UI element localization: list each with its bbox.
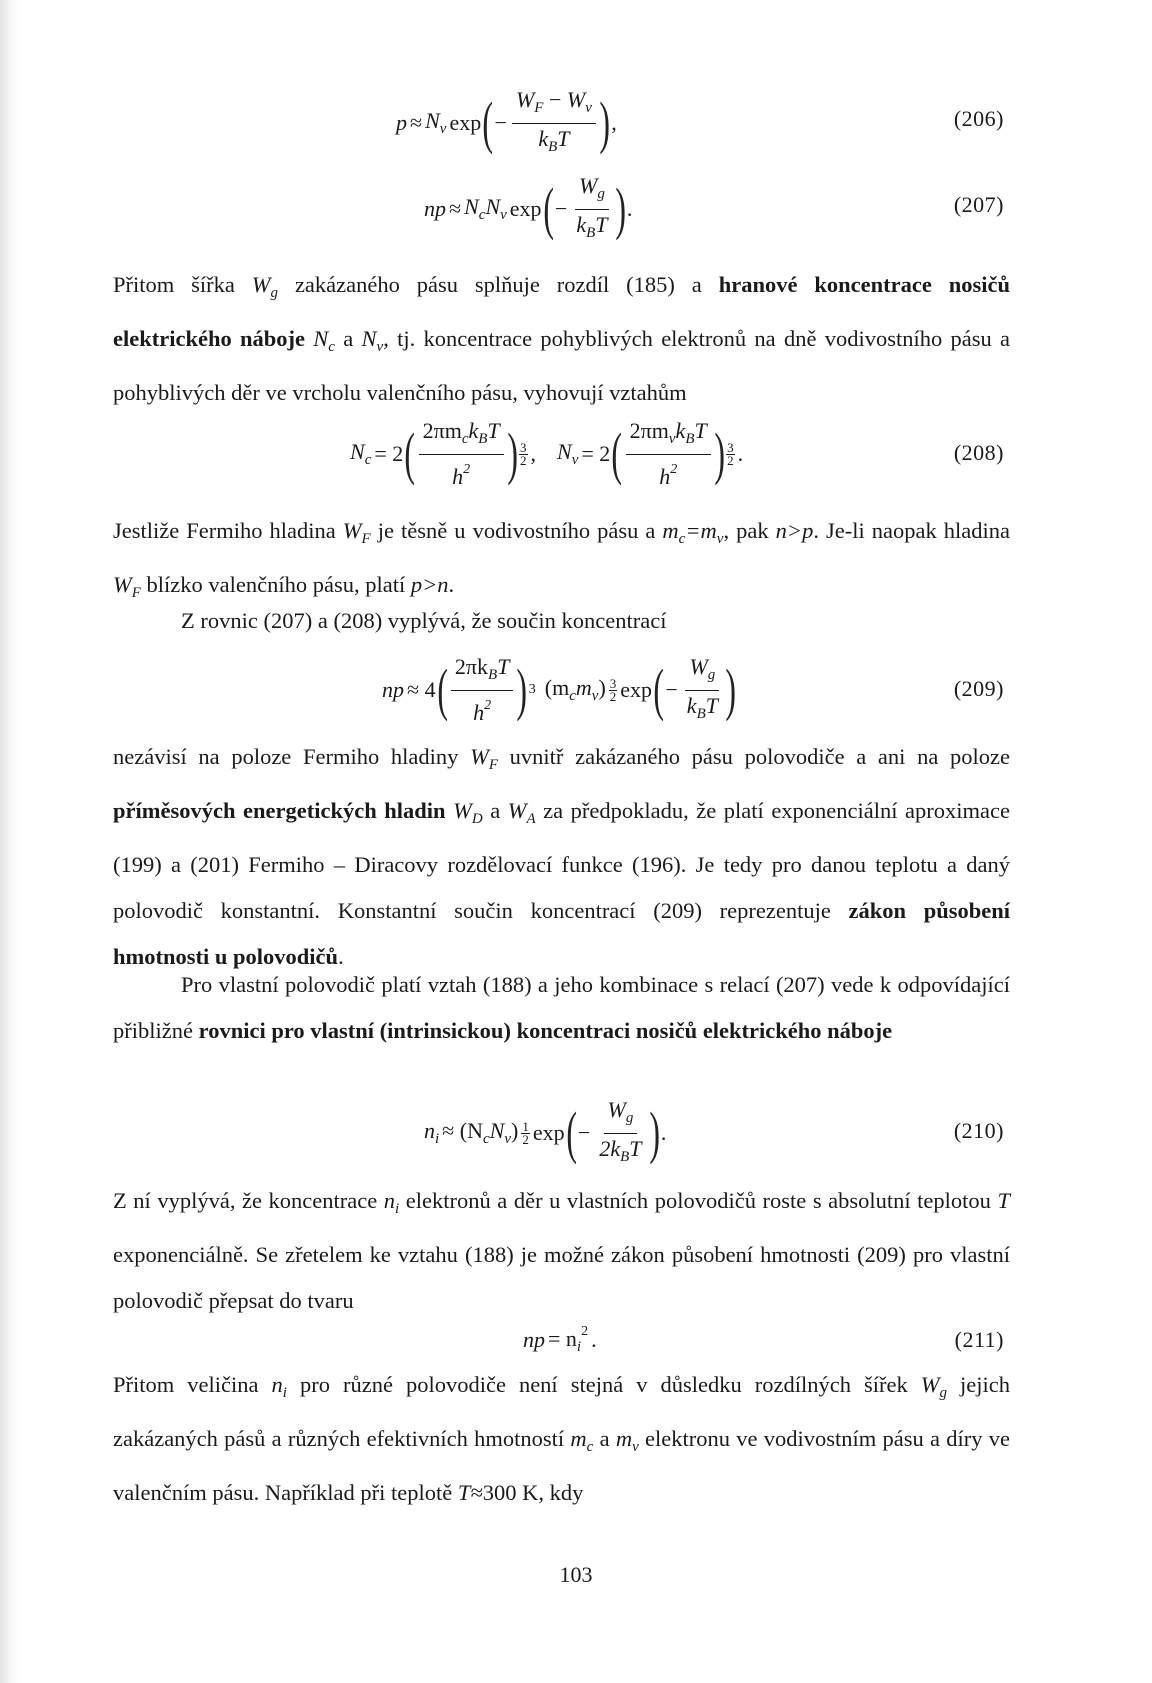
eq208-paren-a-open: ( — [404, 421, 416, 486]
eq207-minus: − — [554, 196, 568, 221]
eq208-fraction-a: $\frac{2\pi m_ck_BT}{h^2}$ — [419, 418, 504, 490]
paragraph-4: nezávisí na poloze Fermiho hladiny $W_F$ uvnitř zakázaného pásu polovodiče a ani na poloze příměsových energetických hladin $W_D$ a $W_A$ za předpokladu, že platí exponenciální aproximace (199) a (201) Fermiho – Diracovy rozdělovací funkce (196). Je tedy pro danou teplotu a daný polovodič konstantní. Konstantní součin koncentrací (209) reprezentuje zákon působení hmotnosti u polovodičů. — [113, 744, 1010, 969]
eq206-lhs: p — [396, 110, 407, 135]
eq210-paren-close: ) — [648, 1100, 660, 1165]
eq207-paren-open: ( — [542, 176, 554, 241]
term-impurity-levels: příměsových energetických hladin — [113, 798, 446, 823]
eq208-power-b: $\frac{3}{2}$ — [727, 439, 734, 468]
eq208-sep: , — [530, 441, 537, 466]
eq208-paren-b-open: ( — [611, 421, 623, 486]
equation-207 — [0, 164, 1152, 254]
eq210-fraction: $\frac{W_g}{2k_BT}$ — [599, 1096, 642, 1165]
term-mass-action-law: zákon působení hmotnosti u polovodičů — [113, 898, 1010, 969]
eq209-fraction-b: $\frac{W_g}{k_BT}$ — [686, 653, 718, 722]
eq210-exp: exp — [532, 1120, 565, 1145]
eq209-minus: − — [665, 677, 678, 702]
eq208-fraction-b: $\frac{2\pi m_vk_BT}{h^2}$ — [626, 418, 711, 490]
eq210-lhs: $n_i$ — [424, 1118, 440, 1147]
eq210-power: $\frac{1}{2}$ — [522, 1118, 529, 1147]
eq209-paren-a-close: ) — [516, 657, 528, 722]
equation-211 — [0, 1318, 1152, 1362]
paragraph-3: Z rovnic (207) a (208) vyplývá, že součin koncentrací — [181, 608, 667, 633]
eq207-approx: ≈ — [449, 196, 462, 221]
eq207-fraction: $\frac{W_g}{k_BT}$ — [576, 172, 608, 241]
eq207-label: (207) — [953, 192, 1004, 217]
term-edge-concentration: hranové koncentrace nosičů elektrického náboje — [113, 272, 1010, 351]
eq206-exp: exp — [449, 110, 482, 135]
eq210-tail: . — [660, 1120, 667, 1145]
equation-209 — [0, 644, 1152, 736]
eq210-label: (210) — [953, 1118, 1004, 1143]
paragraph-2: Jestliže Fermiho hladina $W_F$ je těsně u vodivostního pásu a $m_c=m_v$, pak n>p. Je-li naopak hladina $W_F$ blízko valenčního pásu, platí p>n. — [113, 518, 1010, 601]
eq209-approx: ≈ 4 — [407, 677, 436, 702]
eq211-label: (211) — [954, 1327, 1004, 1352]
eq210-minus: − — [577, 1120, 591, 1145]
eq209-paren-b-open: ( — [653, 657, 665, 722]
equation-208 — [0, 408, 1152, 500]
eq211-rhs: = $n_i^2$ — [548, 1324, 589, 1355]
paragraph-1: Přitom šířka $W_g$ zakázaného pásu splňuje rozdíl (185) a hranové koncentrace nosičů elektrického náboje $N_c$ a $N_v$, tj. koncentrace pohyblivých elektronů na dně vodivostního pásu a pohyblivých děr ve vrcholu valenčního pásu, vyhovují vztahům — [113, 272, 1010, 405]
eq207-paren-close: ) — [614, 176, 626, 241]
eq206-tail: , — [611, 110, 617, 135]
eq208-eq-a: = 2 — [374, 441, 404, 466]
eq206-label: (206) — [953, 106, 1004, 131]
eq208-power-a: $\frac{3}{2}$ — [520, 439, 527, 468]
eq206-minus: − — [494, 110, 507, 135]
eq206-paren-close: ) — [599, 90, 610, 155]
eq209-fraction-a: $\frac{2\pi k_BT}{h^2}$ — [451, 654, 514, 726]
eq211-tail: . — [591, 1327, 597, 1352]
equation-206 — [0, 78, 1152, 168]
eq208-eq-b: = 2 — [581, 441, 611, 466]
eq210-paren-open: ( — [565, 1100, 577, 1165]
paragraph-5: Pro vlastní polovodič platí vztah (188) a jeho kombinace s relací (207) vede k odpovídající přibližné rovnici pro vlastní (intrinsickou) koncentraci nosičů elektrického náboje — [113, 972, 1010, 1043]
eq209-label: (209) — [953, 676, 1004, 701]
eq207-tail: . — [626, 196, 633, 221]
paragraph-7: Přitom veličina $n_i$ pro různé polovodiče není stejná v důsledku rozdílných šířek $W_g$ jejich zakázaných pásů a různých efektivních hmotností $m_c$ a $m_v$ elektronu ve vodivostním pásu a díry ve valenčním pásu. Například při teplotě T≈300 K, kdy — [113, 1372, 1010, 1505]
eq209-mass-power: $\frac{3}{2}$ — [609, 675, 617, 704]
eq209-mass: $(m_cm_v)$ — [544, 675, 606, 704]
eq209-power: 3 — [528, 682, 536, 697]
eq211-lhs: np — [523, 1327, 545, 1352]
eq208-tail: . — [737, 441, 744, 466]
eq206-approx: ≈ — [410, 110, 423, 135]
eq208-label: (208) — [953, 440, 1004, 465]
paragraph-6: Z ní vyplývá, že koncentrace $n_i$ elektronů a děr u vlastních polovodičů roste s absolutní teplotou T exponenciálně. Se zřetelem ke vztahu (188) je možné zákon působení hmotnosti (209) pro vlastní polovodič přepsat do tvaru — [113, 1188, 1010, 1313]
eq208-nv: $N_v$ — [557, 439, 579, 468]
eq209-paren-b-close: ) — [725, 657, 736, 722]
eq210-product: ≈ $(N_cN_v)$ — [442, 1118, 519, 1147]
eq208-paren-a-close: ) — [507, 421, 518, 486]
eq207-exp: exp — [509, 196, 542, 221]
eq206-fraction: $\frac{W_F - W_v}{k_BT}$ — [512, 87, 596, 160]
eq208-paren-b-close: ) — [714, 421, 725, 486]
eq207-factors: $N_cN_v$ — [464, 194, 507, 223]
eq209-exp: exp — [620, 677, 653, 702]
eq209-paren-a-open: ( — [436, 657, 448, 722]
equation-210 — [0, 1088, 1152, 1178]
eq206-paren-open: ( — [482, 90, 494, 155]
eq206-factor: $N_v$ — [425, 108, 447, 137]
eq208-nc: $N_c$ — [350, 439, 372, 468]
term-intrinsic-concentration: rovnici pro vlastní (intrinsickou) koncentraci nosičů elektrického náboje — [198, 1018, 893, 1043]
eq209-lhs: np — [382, 677, 404, 702]
eq207-lhs: np — [424, 196, 446, 221]
page-number: 103 — [559, 1562, 593, 1587]
